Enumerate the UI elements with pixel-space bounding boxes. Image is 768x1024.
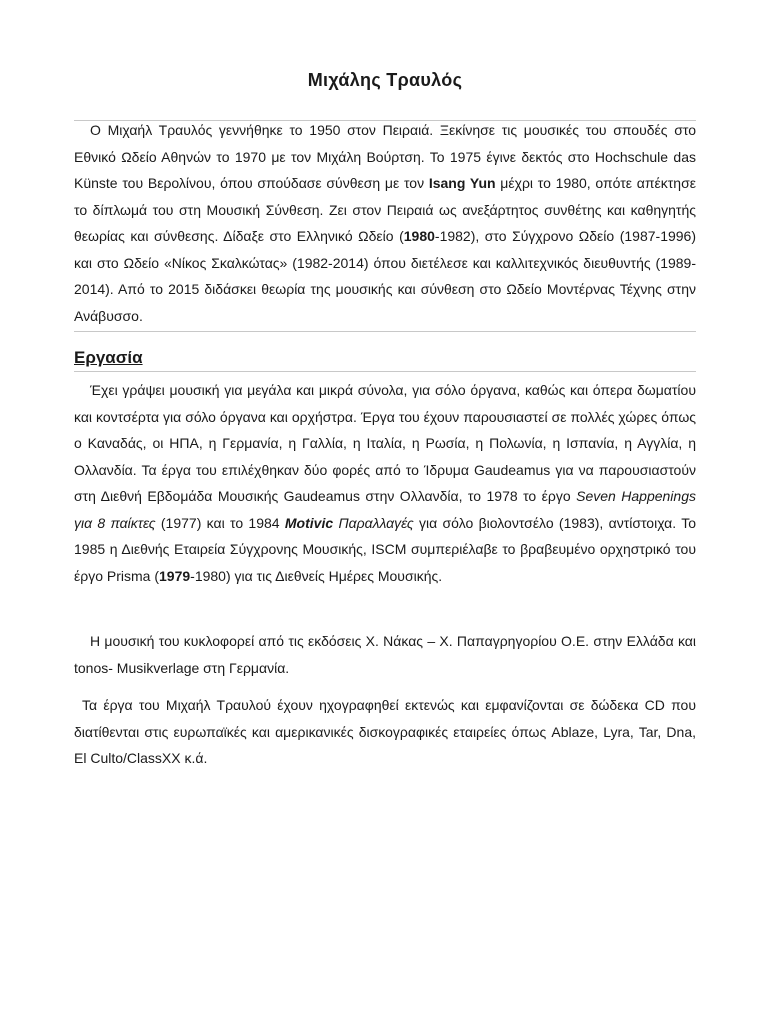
work-title-motivic: Motivic [284, 514, 334, 531]
bio-text: μέχρι το 1980, οπότε απέκτησε το δίπλωμά του στη Μουσική Σύνθεση. Ζει στον Πειραιά ως ανεξάρτητος συνθέτης και καθηγητής θεωρίας και σύνθεσης. Δίδαξε στο Ελληνικό Ωδείο ( [74, 175, 696, 244]
work-text: (1977) και το 1984 [155, 514, 285, 531]
bio-text: του Βερολίνου, όπου σπούδασε σύνθεση με τον [117, 175, 429, 191]
bio-text: Ο Μιχαήλ Τραυλός γεννήθηκε το 1950 στον Πειραιά. Ξεκίνησε τις μουσικές του σπουδές στο Εθνικό Ωδείο Αθηνών το 1970 με τον Μιχάλη Βούρτση. Το 1975 έγινε δεκτός στο [74, 122, 696, 165]
work-paragraph-2: Η μουσική του κυκλοφορεί από τις εκδόσεις Χ. Νάκας – Χ. Παπαγρηγορίου Ο.Ε. στην Ελλάδα και tonos- Musikverlage στη Γερμανία. [74, 633, 696, 676]
work-text-year: 1979 [159, 567, 191, 584]
paragraph-rule-bottom [74, 331, 696, 332]
section-heading-work: Εργασία [74, 348, 143, 367]
work-title-parallages: Παραλλαγές [338, 514, 414, 531]
bio-text-year: 1980 [403, 228, 435, 244]
work-text: -1980) για τις Διεθνείς Ημέρες Μουσικής. [190, 567, 443, 584]
page-title: Μιχάλης Τραυλός [307, 70, 463, 90]
work-title-seven-happenings: Seven Happenings για 8 παίκτες [74, 488, 696, 531]
work-paragraph-1 [74, 377, 696, 589]
work-paragraph-3: Τα έργα του Μιχαήλ Τραυλού έχουν ηχογραφηθεί εκτενώς και εμφανίζονται σε δώδεκα CD που διατίθενται στις ευρωπαϊκές και αμερικανικές δισκογραφικές εταιρείες όπως Ablaze, Lyra, Tar, Dna, El Culto/ClassXX κ.ά. [74, 697, 696, 766]
bio-text-hochschule: Hochschule das Künste [74, 148, 696, 191]
bio-paragraph [74, 117, 696, 329]
work-text: για σόλο βιολοντσέλο (1983), αντίστοιχα. Το 1985 η Διεθνής Εταιρεία Σύγχρονης Μουσικής, ISCM συμπεριέλαβε το βραβευμένο ορχηστρικό του έργο Prisma ( [74, 514, 697, 584]
section-rule [74, 371, 696, 372]
bio-text-isang-yun: Isang Yun [428, 175, 496, 191]
work-text: Έχει γράψει μουσική για μεγάλα και μικρά σύνολα, για σόλο όργανα, καθώς και όπερα δωματίου και κοντσέρτα για σόλο όργανα και ορχήστρα. Έργα του έχουν παρουσιαστεί σε πολλές χώρες όπως ο Καναδάς, οι ΗΠΑ, η Γερμανία, η Γαλλία, η Ιταλία, η Ρωσία, η Πολωνία, η Ισπανία, η Αγγλία, η Ολλανδία. Τα έργα του επιλέχθηκαν δύο φορές από το Ίδρυμα Gaudeamus για να παρουσιαστούν στη Διεθνή Εβδομάδα Μουσικής Gaudeamus στην Ολλανδία, το 1978 το έργο [74, 382, 696, 504]
bio-text: -1982), στο Σύγχρονο Ωδείο (1987-1996) και στο Ωδείο «Νίκος Σκαλκώτας» (1982-2014) όπου διετέλεσε και καλλιτεχνικός διευθυντής (1989-2014). Από το 2015 διδάσκει θεωρία της μουσικής και σύνθεση στο Ωδείο Μοντέρνας Τέχνης στην Ανάβυσσο. [74, 228, 697, 324]
